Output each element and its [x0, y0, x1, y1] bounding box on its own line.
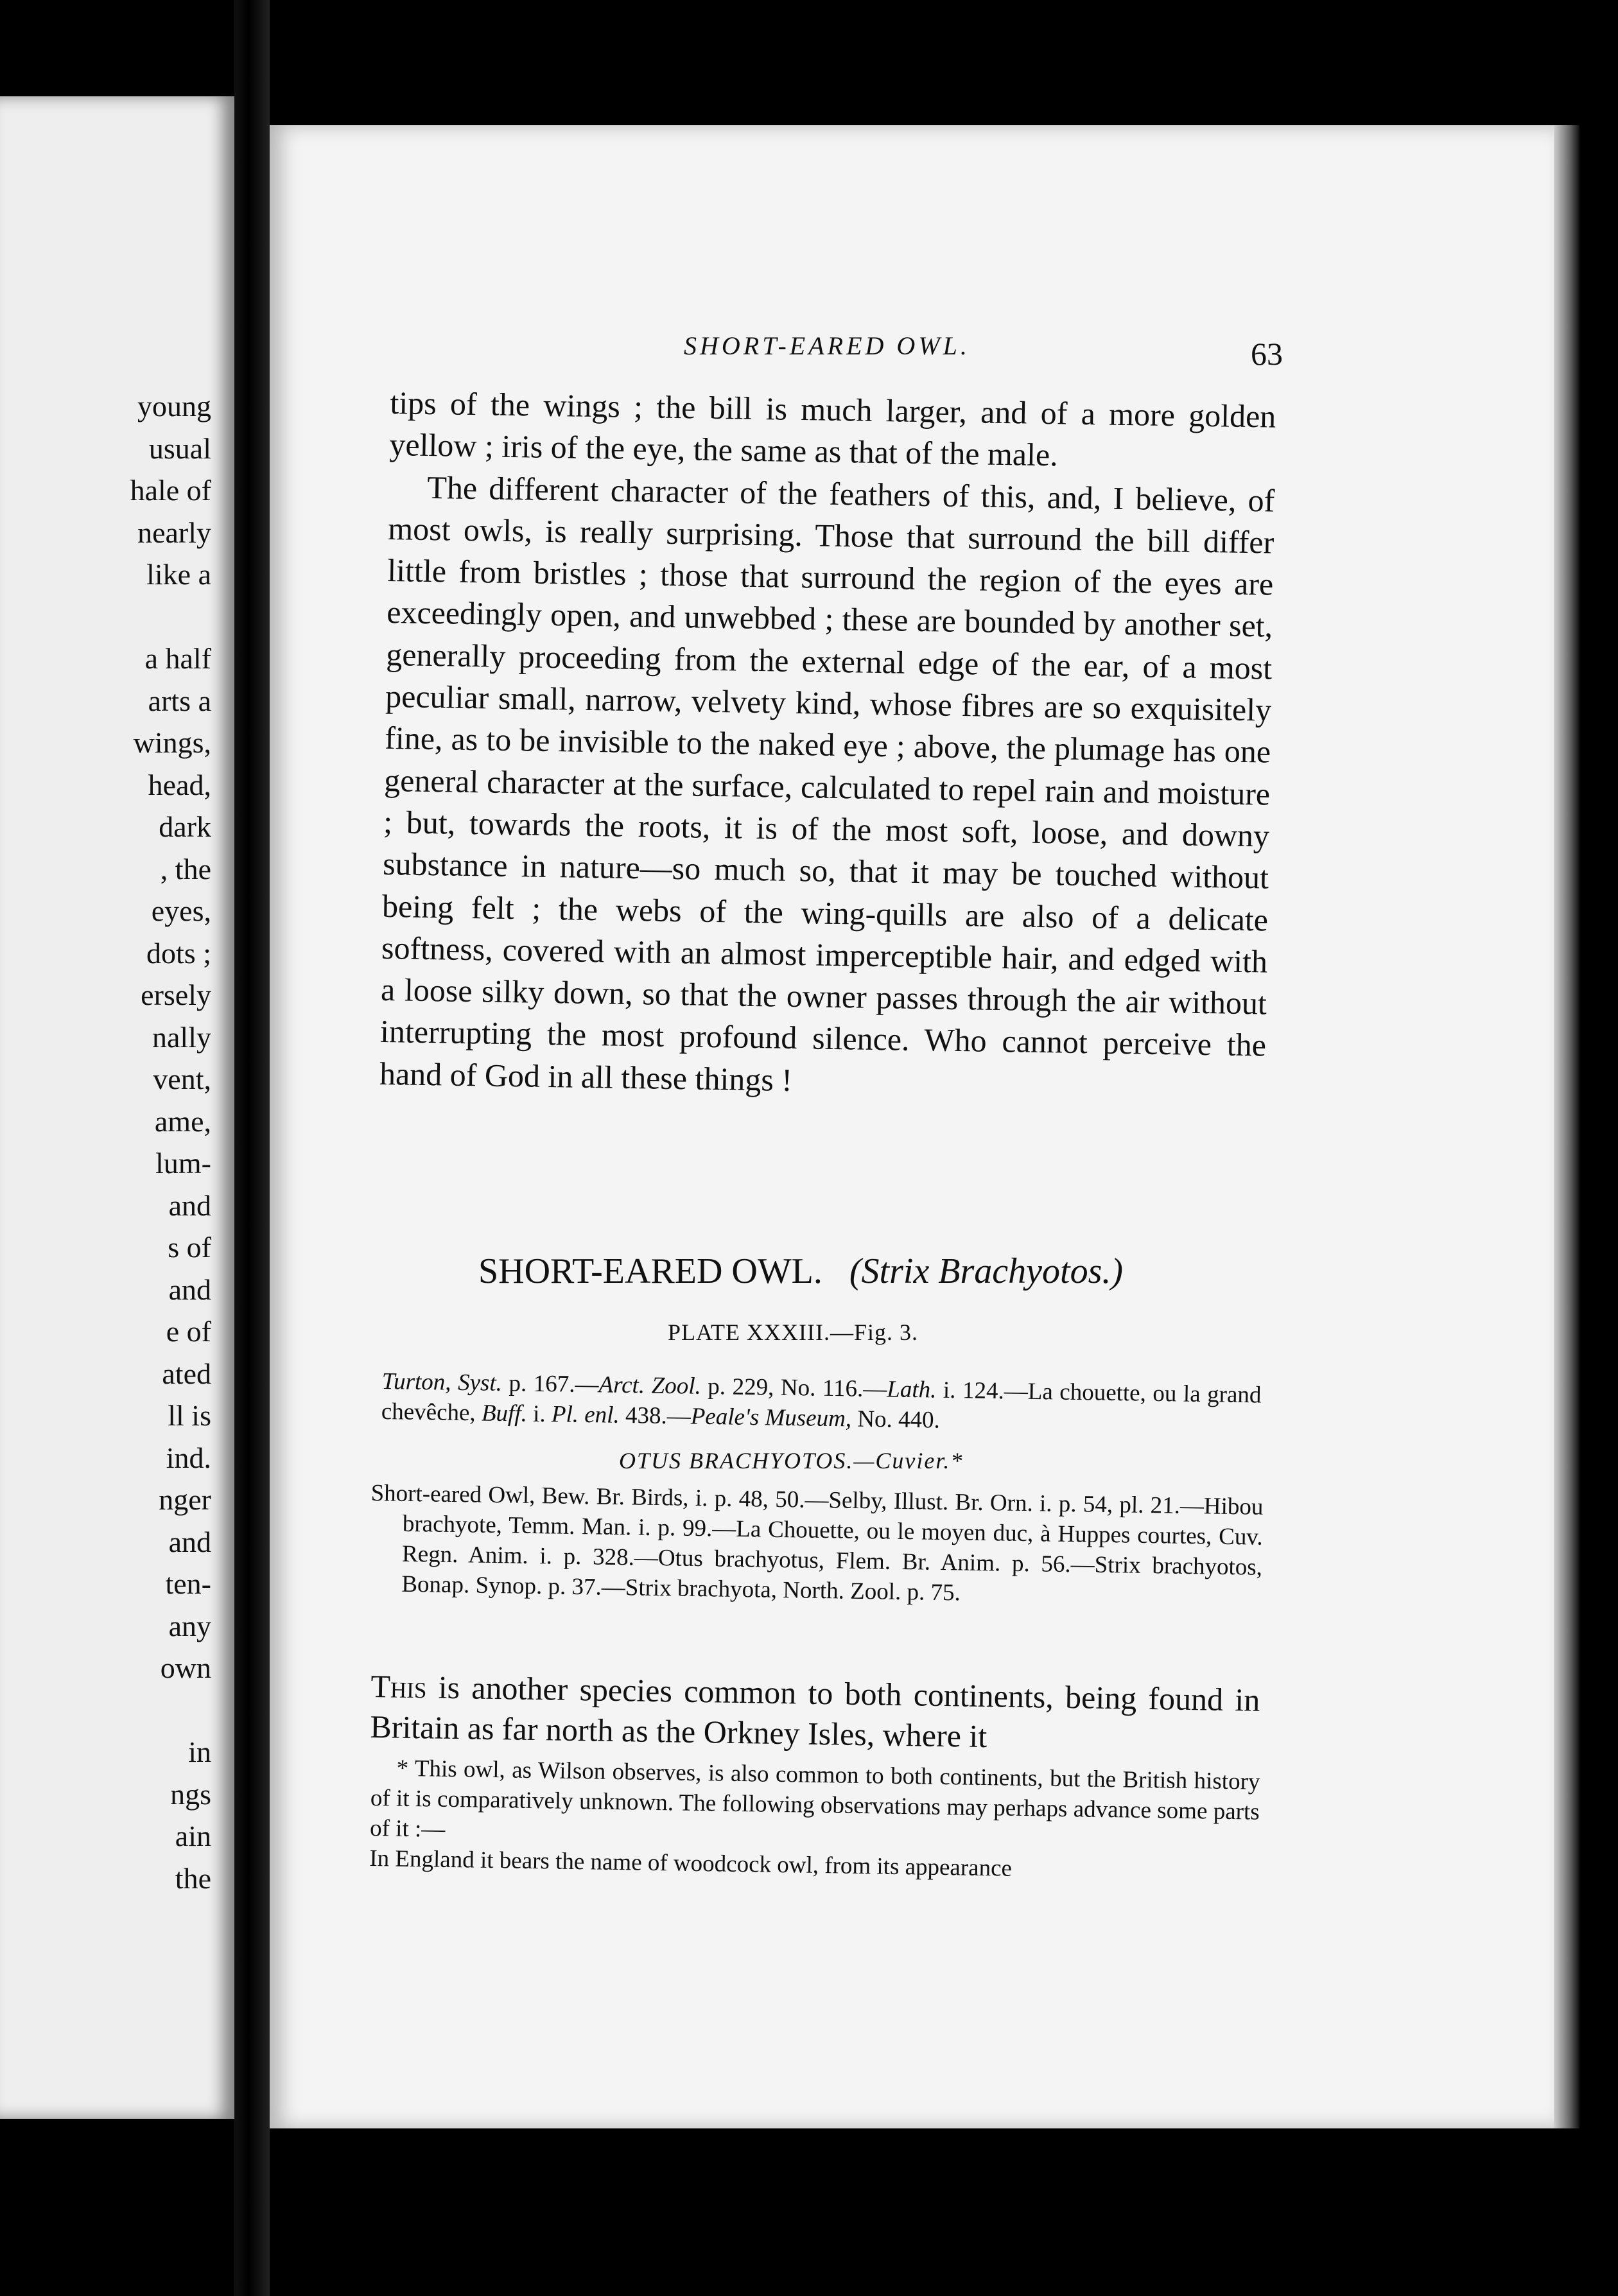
previous-page-line: in: [188, 1735, 211, 1768]
ref-text: No. 440.: [851, 1405, 941, 1434]
previous-page-line: dark: [159, 810, 211, 843]
previous-page-line: own: [160, 1651, 211, 1684]
ref-text: i. 124.—La chouette, ou la grand chevêche,: [381, 1377, 1262, 1427]
ref-author: Lath.: [886, 1376, 937, 1404]
plate-reference: PLATE XXXIII.—Fig. 3.: [668, 1319, 918, 1345]
previous-page-line: ain: [175, 1820, 211, 1852]
previous-page-line: any: [168, 1609, 211, 1642]
previous-page-line: , the: [160, 852, 211, 885]
previous-page-line: nger: [159, 1483, 211, 1516]
previous-page-line: ngs: [170, 1777, 211, 1811]
previous-page-line: like a: [146, 558, 211, 591]
previous-page-line: hale of: [130, 474, 211, 507]
ref-text: p. 229, No. 116.—: [700, 1373, 887, 1403]
previous-page-line: eyes,: [151, 894, 211, 927]
paragraph: The different character of the feathers of this, and, I believe, of most owls, is really surprising. Those that surround the bill differ little from bristles ; those that surround the region of the eyes are exceedingly open, and unwebbed ; these are bounded by another set, generally proceeding from the external edge of the ear, of a most peculiar small, narrow, velvety kind, whose fibres are so exquisitely fine, as to be invisible to the naked eye ; above, the plumage has one general character at the surface, calculated to repel rain and moisture ; but, towards the roots, it is of the most soft, loose, and downy substance in nature—so much so, that it may be touched without being felt ; the webs of the wing-quills are also of a delicate softness, covered with an almost imperceptible hair, and edged with a loose silky down, so that the owner passes through the air without interrupting the most profound silence. Who cannot perceive the hand of God in all these things !: [379, 469, 1275, 1098]
previous-page-line: young: [137, 390, 211, 422]
page-number: 63: [1251, 336, 1283, 372]
ref-author: Pl. enl.: [551, 1401, 620, 1429]
ref-author: Arct. Zool.: [598, 1371, 702, 1400]
footnote: [369, 1753, 1260, 1888]
species-heading: [478, 1251, 1123, 1292]
previous-page-line: wings,: [133, 726, 211, 759]
page-edge: [1554, 125, 1579, 2128]
previous-page-line: ame,: [154, 1104, 211, 1138]
ref-author: Peale's Museum,: [690, 1403, 852, 1432]
previous-page-line: head,: [148, 768, 211, 801]
running-head: SHORT-EARED OWL.: [684, 331, 970, 360]
ref-text: p. 167.—: [501, 1370, 599, 1398]
genus-heading: OTUS BRACHYOTOS.—Cuvier.*: [619, 1448, 964, 1474]
main-text: [379, 382, 1276, 1109]
body-text: [370, 1666, 1260, 1761]
previous-page-line: and: [168, 1188, 211, 1222]
previous-page-line: the: [175, 1861, 211, 1895]
footnote-paragraph: * This owl, as Wilson observes, is also common to both continents, but the British history of it is comparatively unknown. The following observations may perhaps advance some parts of it :—: [369, 1755, 1260, 1843]
paragraph: tips of the wings ; the bill is much larger, and of a more golden yellow ; iris of the eye, the same as that of the male.: [389, 384, 1276, 473]
previous-page-line: ind.: [166, 1441, 211, 1474]
previous-page-line: s of: [168, 1231, 211, 1264]
body-sentence: is another species common to both continents, being found in Britain as far north as the Orkney Isles, where it: [370, 1669, 1260, 1755]
previous-page-line: and: [168, 1273, 211, 1306]
common-name: SHORT-EARED OWL.: [478, 1251, 822, 1291]
previous-page-line: arts a: [148, 684, 211, 717]
previous-page-line: ersely: [141, 978, 211, 1011]
previous-page-line: a half: [144, 642, 211, 675]
previous-page-line: nally: [152, 1020, 211, 1054]
book-gutter: [234, 0, 270, 2296]
previous-page-line: ated: [162, 1357, 211, 1390]
previous-page-text: [0, 96, 234, 2119]
previous-page-fragment: [0, 96, 234, 2119]
scientific-name: (Strix Brachyotos.): [849, 1251, 1124, 1291]
previous-page-line: and: [168, 1525, 211, 1558]
previous-page-line: dots ;: [146, 936, 211, 970]
ref-author: Buff.: [481, 1400, 528, 1427]
previous-page-line: lum-: [155, 1147, 211, 1179]
previous-page-line: e of: [166, 1315, 211, 1348]
ref-text: i.: [526, 1400, 552, 1428]
ref-author: Turton, Syst.: [381, 1368, 503, 1396]
previous-page-line: ll is: [168, 1399, 211, 1432]
previous-page-line: usual: [148, 431, 211, 465]
previous-page-line: ten-: [165, 1567, 211, 1600]
ref-text: Short-eared Owl, Bew. Br. Birds, i. p. 48, 50.—Selby, Illust. Br. Orn. i. p. 54, pl. 21.—Hibou brachyote, Temm. Man. i. p. 99.—La Chouette, ou le moyen duc, à Huppes courtes, Cuv. Regn. Anim. i. p. 328.—Otus brachyotus, Flem. Br. Anim. p. 56.—Strix brachyotos, Bonap. Synop. p. 37.—Strix brachyota, North. Zool. p. 75.: [370, 1479, 1264, 1606]
previous-page-line: vent,: [153, 1063, 211, 1095]
previous-page-line: nearly: [137, 516, 211, 549]
ref-text: 438.—: [619, 1402, 692, 1430]
footnote-paragraph: In England it bears the name of woodcock owl, from its appearance: [369, 1845, 1013, 1882]
references-cuvier: [369, 1478, 1264, 1613]
lead-word: This: [370, 1667, 427, 1705]
